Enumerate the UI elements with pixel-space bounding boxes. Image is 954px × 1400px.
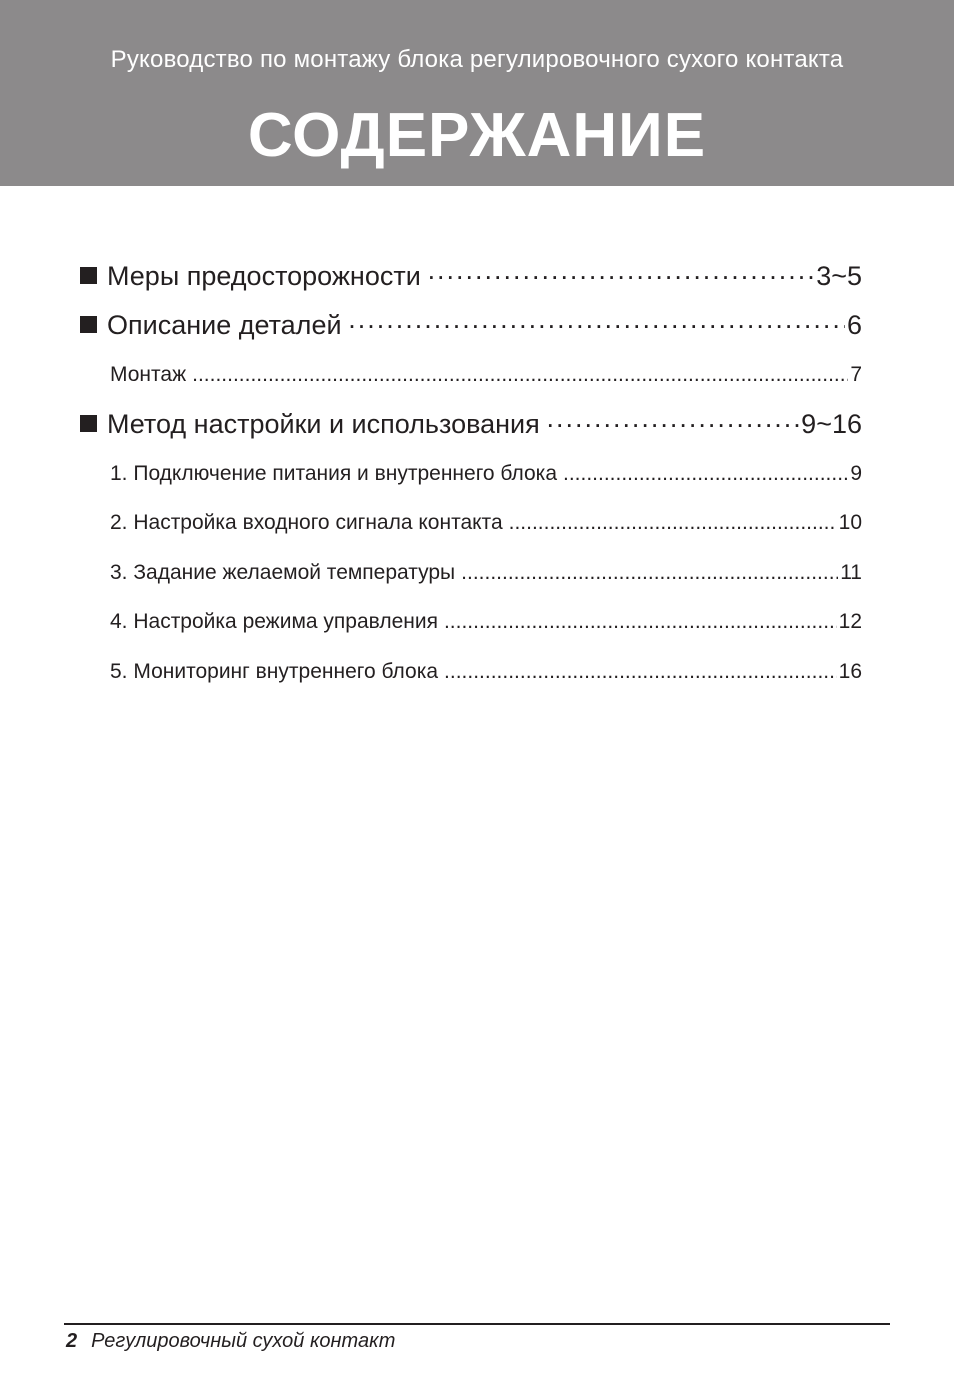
footer-page-number: 2 [66,1330,78,1352]
toc-entry-installation[interactable] [80,350,862,400]
footer-divider [64,1323,890,1325]
dot-leader [546,400,799,449]
toc-entry-indoor-monitoring[interactable] [80,647,862,697]
page-footer [66,1330,395,1353]
toc-entry-label: 2. Настройка входного сигнала контакта [110,511,503,534]
toc-entry-page: 10 [838,511,862,534]
dot-leader [509,498,837,548]
toc-entry-page: 3~5 [816,261,862,291]
square-bullet-icon [80,316,97,333]
footer-text: Регулировочный сухой контакт [91,1330,396,1352]
toc-entry-label: Метод настройки и использования [107,408,540,439]
square-bullet-icon [80,415,97,432]
toc-entry-setup-and-use[interactable] [80,400,862,449]
toc-entry-parts-description[interactable] [80,301,862,350]
dot-leader [461,548,838,598]
dot-leader [192,350,848,400]
toc-entry-label: 5. Мониторинг внутреннего блока [110,659,439,683]
toc-entry-page: 7 [850,363,862,386]
toc-entry-label: 3. Задание желаемой температуры [110,560,456,584]
toc-entry-label: 4. Настройка режима управления [110,610,438,633]
toc-entry-page: 11 [840,560,862,584]
toc-entry-page: 16 [838,659,862,683]
dot-leader [348,301,845,350]
toc-entry-page: 9~16 [801,408,862,439]
toc-entry-precautions[interactable] [80,252,862,301]
table-of-contents [80,252,862,696]
toc-entry-control-mode[interactable] [80,597,862,647]
toc-entry-page: 9 [850,461,862,485]
toc-entry-input-signal[interactable] [80,498,862,548]
dot-leader [444,597,837,647]
toc-entry-label: 1. Подключение питания и внутреннего блока [110,461,557,485]
header-band [0,0,954,186]
toc-entry-label: Меры предосторожности [107,261,421,291]
dot-leader [444,647,837,697]
dot-leader [563,449,848,499]
toc-entry-page: 12 [838,610,862,633]
square-bullet-icon [80,267,97,284]
dot-leader [427,252,814,301]
toc-entry-label: Описание деталей [107,310,342,340]
toc-entry-page: 6 [846,310,862,340]
toc-entry-target-temperature[interactable] [80,548,862,598]
toc-entry-power-connection[interactable] [80,449,862,499]
page-title: СОДЕРЖАНИЕ [247,101,707,170]
toc-entry-label: Монтаж [110,363,187,386]
document-subtitle: Руководство по монтажу блока регулировочного сухого контакта [110,46,844,73]
